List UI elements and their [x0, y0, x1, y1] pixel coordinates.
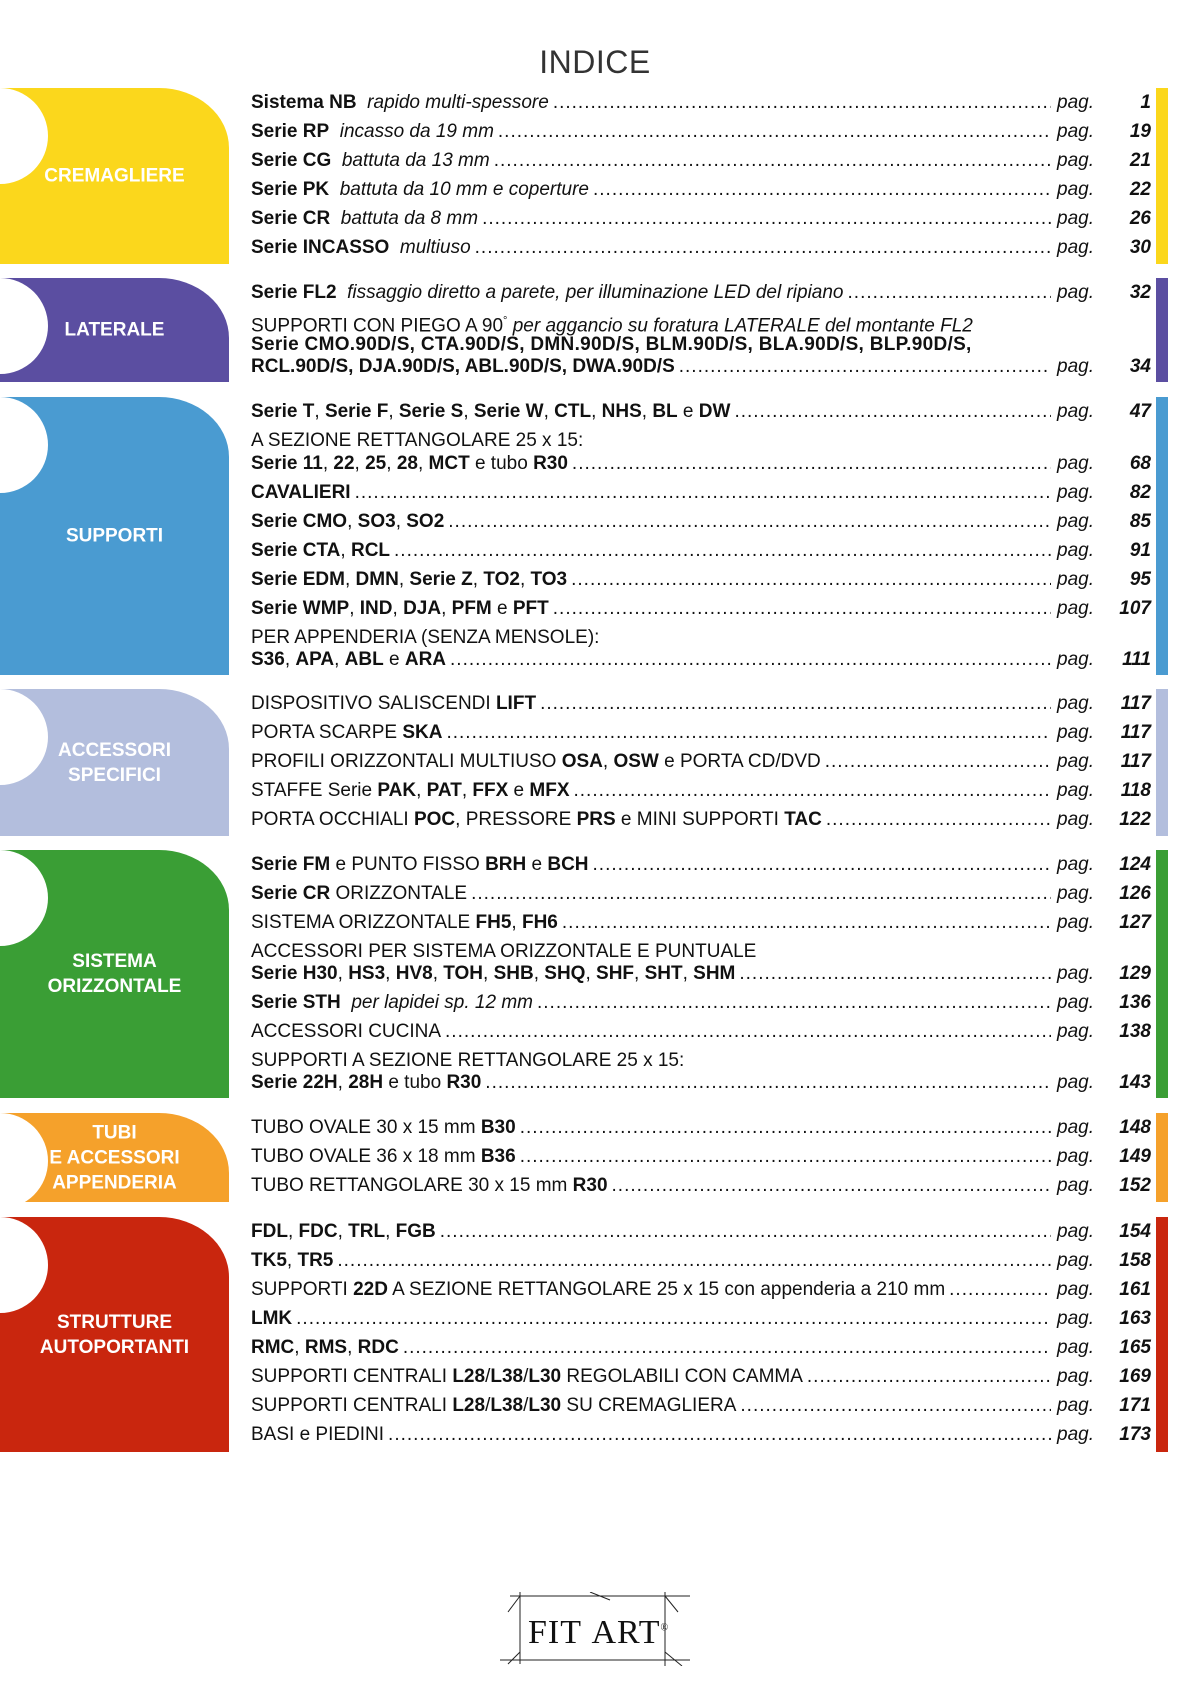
section-label: SISTEMA ORIZZONTALE: [47, 951, 182, 997]
section-color-bar: [1156, 1217, 1168, 1452]
toc-intro: Serie CMO.90D/S, CTA.90D/S, DMN.90D/S, BLM.90D/S, BLA.90D/S, BLP.90D/S,: [251, 334, 972, 355]
section-tab: [0, 1217, 229, 1452]
section-tab: [0, 278, 229, 382]
section-tab: [0, 689, 229, 836]
toc-entry[interactable]: Serie CMO, SO3, SO2 ..... pag. 85: [251, 507, 1151, 537]
toc-entry[interactable]: Sistema NB rapido multi-spessore ..... pag. 1: [251, 88, 1151, 118]
section-color-bar: [1156, 850, 1168, 1098]
toc-intro: ACCESSORI PER SISTEMA ORIZZONTALE E PUNTUALE: [251, 941, 757, 962]
tab-notch: [0, 397, 48, 493]
section-tab: [0, 397, 229, 675]
section-color-bar: [1156, 88, 1168, 264]
toc-entry[interactable]: TUBO RETTANGOLARE 30 x 15 mm R30 ..... pag. 152: [251, 1171, 1151, 1201]
section-label: CREMAGLIERE: [44, 165, 185, 187]
logo-text: FIT ART®: [528, 1614, 670, 1651]
toc-entry[interactable]: Serie PK battuta da 10 mm e coperture ..... pag. 22: [251, 175, 1151, 205]
toc-entry[interactable]: Serie EDM, DMN, Serie Z, TO2, TO3 ..... pag. 95: [251, 565, 1151, 595]
toc-entry[interactable]: TUBO OVALE 30 x 15 mm B30 ..... pag. 148: [251, 1113, 1151, 1143]
toc-entry[interactable]: RMC, RMS, RDC ..... pag. 165: [251, 1333, 1151, 1363]
toc-entry[interactable]: Serie STH per lapidei sp. 12 mm ..... pag. 136: [251, 988, 1151, 1018]
toc-entry[interactable]: SUPPORTI CENTRALI L28/L38/L30 REGOLABILI CON CAMMA ..... pag. 169: [251, 1362, 1151, 1392]
section-label: ACCESSORI SPECIFICI: [58, 739, 171, 786]
section-label: LATERALE: [64, 319, 165, 341]
toc-entry[interactable]: Serie H30, HS3, HV8, TOH, SHB, SHQ, SHF, SHT, SHM ..... pag. 129: [251, 959, 1151, 989]
toc-entry[interactable]: S36, APA, ABL e ARA ..... pag. 111: [251, 645, 1151, 675]
toc-entry[interactable]: CAVALIERI ..... pag. 82: [251, 478, 1151, 508]
toc-entry[interactable]: Serie RP incasso da 19 mm ..... pag. 19: [251, 117, 1151, 147]
section-tab: [0, 88, 229, 264]
section-tab: [0, 1113, 229, 1202]
toc-entry[interactable]: DISPOSITIVO SALISCENDI LIFT ..... pag. 117: [251, 689, 1151, 719]
toc-entry[interactable]: Serie 11, 22, 25, 28, MCT e tubo R30 ..... pag. 68: [251, 449, 1151, 479]
toc-entry[interactable]: TUBO OVALE 36 x 18 mm B36 ..... pag. 149: [251, 1142, 1151, 1172]
toc-entry[interactable]: Serie FM e PUNTO FISSO BRH e BCH ..... pag. 124: [251, 850, 1151, 880]
toc-entry[interactable]: Serie CG battuta da 13 mm ..... pag. 21: [251, 146, 1151, 176]
toc-entry[interactable]: ACCESSORI CUCINA ..... pag. 138: [251, 1017, 1151, 1047]
toc-entry[interactable]: SUPPORTI 22D A SEZIONE RETTANGOLARE 25 x 15 con appenderia a 210 mm ..... pag. 161: [251, 1275, 1151, 1305]
toc-intro: SUPPORTI CON PIEGO A 90° per aggancio su foratura LATERALE del montante FL2: [251, 315, 973, 337]
page-title: INDICE: [539, 44, 651, 80]
tab-notch: [0, 850, 48, 946]
toc-entry[interactable]: SISTEMA ORIZZONTALE FH5, FH6 ..... pag. 127: [251, 908, 1151, 938]
toc-entry[interactable]: Serie 22H, 28H e tubo R30 ..... pag. 143: [251, 1068, 1151, 1098]
section-tab: [0, 850, 229, 1098]
section-color-bar: [1156, 689, 1168, 836]
section-color-bar: [1156, 278, 1168, 382]
toc-entry[interactable]: PORTA OCCHIALI POC, PRESSORE PRS e MINI SUPPORTI TAC ..... pag. 122: [251, 805, 1151, 835]
toc-entry[interactable]: PORTA SCARPE SKA ..... pag. 117: [251, 718, 1151, 748]
toc-intro: A SEZIONE RETTANGOLARE 25 x 15:: [251, 430, 584, 451]
toc-entry[interactable]: SUPPORTI CENTRALI L28/L38/L30 SU CREMAGLIERA ..... pag. 171: [251, 1391, 1151, 1421]
toc-entry[interactable]: Serie FL2 fissaggio diretto a parete, per illuminazione LED del ripiano ..... pag. 32: [251, 278, 1151, 308]
toc-entry[interactable]: RCL.90D/S, DJA.90D/S, ABL.90D/S, DWA.90D/S ..... pag. 34: [251, 352, 1151, 382]
toc-entry[interactable]: Serie CR ORIZZONTALE ..... pag. 126: [251, 879, 1151, 909]
section-label: TUBI E ACCESSORI APPENDERIA: [49, 1122, 180, 1193]
toc-entry[interactable]: Serie WMP, IND, DJA, PFM e PFT ..... pag. 107: [251, 594, 1151, 624]
toc-intro: PER APPENDERIA (SENZA MENSOLE):: [251, 627, 600, 648]
toc-entry[interactable]: Serie INCASSO multiuso ..... pag. 30: [251, 233, 1151, 263]
toc-entry[interactable]: Serie CTA, RCL ..... pag. 91: [251, 536, 1151, 566]
toc-entry[interactable]: TK5, TR5 ..... pag. 158: [251, 1246, 1151, 1276]
section-label: STRUTTURE AUTOPORTANTI: [39, 1311, 190, 1358]
section-color-bar: [1156, 397, 1168, 675]
toc-entry[interactable]: STAFFE Serie PAK, PAT, FFX e MFX ..... pag. 118: [251, 776, 1151, 806]
toc-entry[interactable]: PROFILI ORIZZONTALI MULTIUSO OSA, OSW e PORTA CD/DVD ..... pag. 117: [251, 747, 1151, 777]
toc-entry[interactable]: Serie CR battuta da 8 mm ..... pag. 26: [251, 204, 1151, 234]
section-color-bar: [1156, 1113, 1168, 1202]
toc-entry[interactable]: Serie T, Serie F, Serie S, Serie W, CTL, NHS, BL e DW ..... pag. 47: [251, 397, 1151, 427]
toc-entry[interactable]: BASI e PIEDINI ..... pag. 173: [251, 1420, 1151, 1450]
toc-entry[interactable]: LMK ..... pag. 163: [251, 1304, 1151, 1334]
tab-notch: [0, 1217, 48, 1313]
toc-entry[interactable]: FDL, FDC, TRL, FGB ..... pag. 154: [251, 1217, 1151, 1247]
section-label: SUPPORTI: [65, 525, 164, 547]
toc-intro: SUPPORTI A SEZIONE RETTANGOLARE 25 x 15:: [251, 1050, 685, 1071]
fitart-logo: [500, 1592, 700, 1666]
